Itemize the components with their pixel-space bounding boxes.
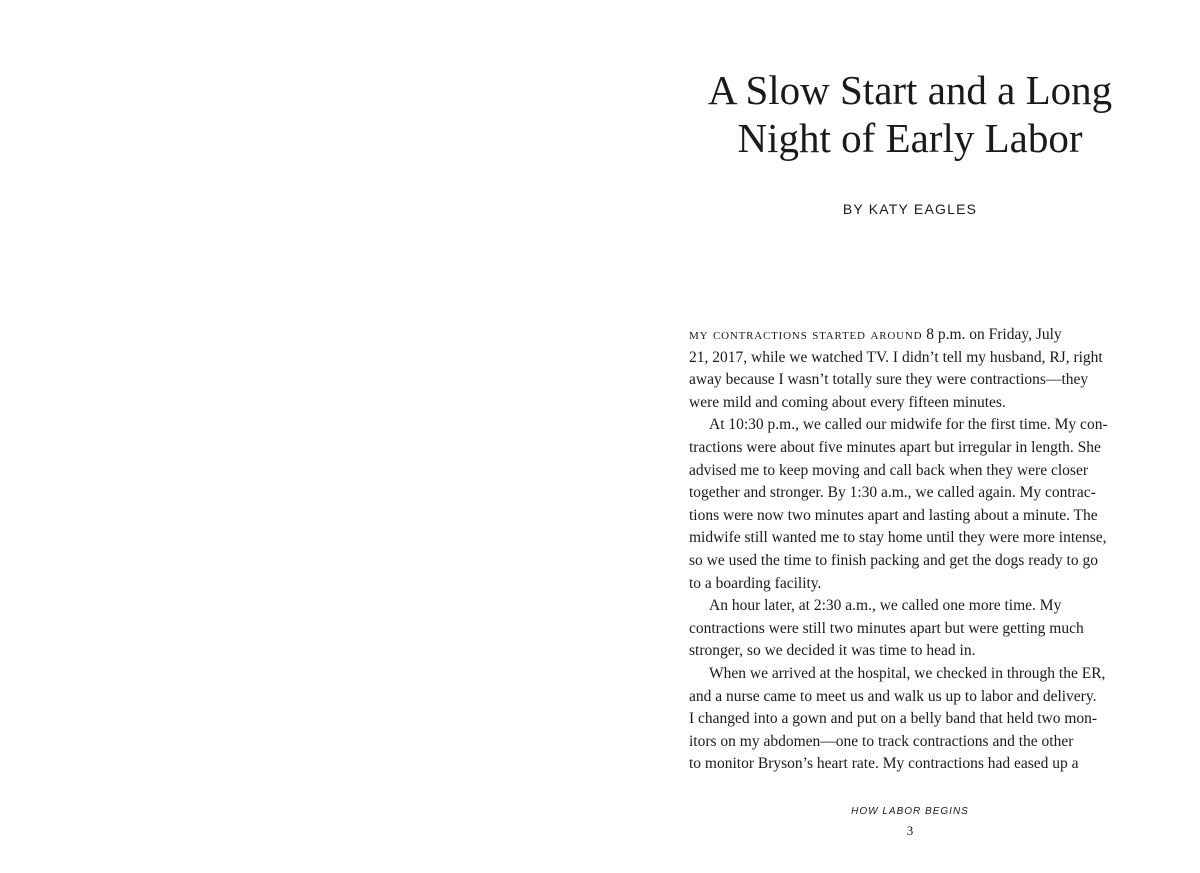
body-line <box>689 324 1135 347</box>
body-line: midwife still wanted me to stay home until they were more intense, <box>689 529 1107 547</box>
page-number: 3 <box>906 823 914 838</box>
running-footer-title: HOW LABOR BEGINS <box>851 806 969 817</box>
lead-in-small-caps: my contractions started around <box>689 326 923 343</box>
body-line: advised me to keep moving and call back when they were closer <box>689 461 1088 479</box>
body-line: 21, 2017, while we watched TV. I didn’t tell my husband, RJ, right <box>689 348 1103 366</box>
chapter-title <box>680 66 1140 162</box>
body-line: and a nurse came to meet us and walk us up to labor and delivery. <box>689 687 1097 705</box>
body-line: tions were now two minutes apart and lasting about a minute. The <box>689 506 1098 524</box>
body-line: An hour later, at 2:30 a.m., we called one more time. My <box>709 597 1062 615</box>
chapter-body-text <box>689 324 1135 776</box>
body-line: to monitor Bryson’s heart rate. My contractions had eased up a <box>689 755 1079 773</box>
chapter-title-line-1: A Slow Start and a Long <box>707 67 1113 113</box>
body-line: I changed into a gown and put on a belly band that held two mon- <box>689 710 1098 728</box>
body-line: contractions were still two minutes apart but were getting much <box>689 619 1084 637</box>
chapter-title-line-2: Night of Early Labor <box>737 115 1083 161</box>
body-line: stronger, so we decided it was time to head in. <box>689 642 976 660</box>
author-byline: BY KATY EAGLES <box>842 201 978 217</box>
body-line: When we arrived at the hospital, we checked in through the ER, <box>709 664 1106 682</box>
body-line: tractions were about five minutes apart but irregular in length. She <box>689 438 1101 456</box>
body-line-1-rest: 8 p.m. on Friday, July <box>922 326 1062 343</box>
body-line: to a boarding facility. <box>689 574 822 592</box>
body-line: away because I wasn’t totally sure they were contractions—they <box>689 371 1089 389</box>
right-page <box>600 0 1200 873</box>
body-line: together and stronger. By 1:30 a.m., we called again. My contrac- <box>689 484 1096 502</box>
body-line: so we used the time to finish packing and get the dogs ready to go <box>689 551 1098 569</box>
body-line: At 10:30 p.m., we called our midwife for the first time. My con- <box>709 416 1108 434</box>
body-line: were mild and coming about every fifteen minutes. <box>689 393 1006 411</box>
body-line: itors on my abdomen—one to track contractions and the other <box>689 732 1074 750</box>
